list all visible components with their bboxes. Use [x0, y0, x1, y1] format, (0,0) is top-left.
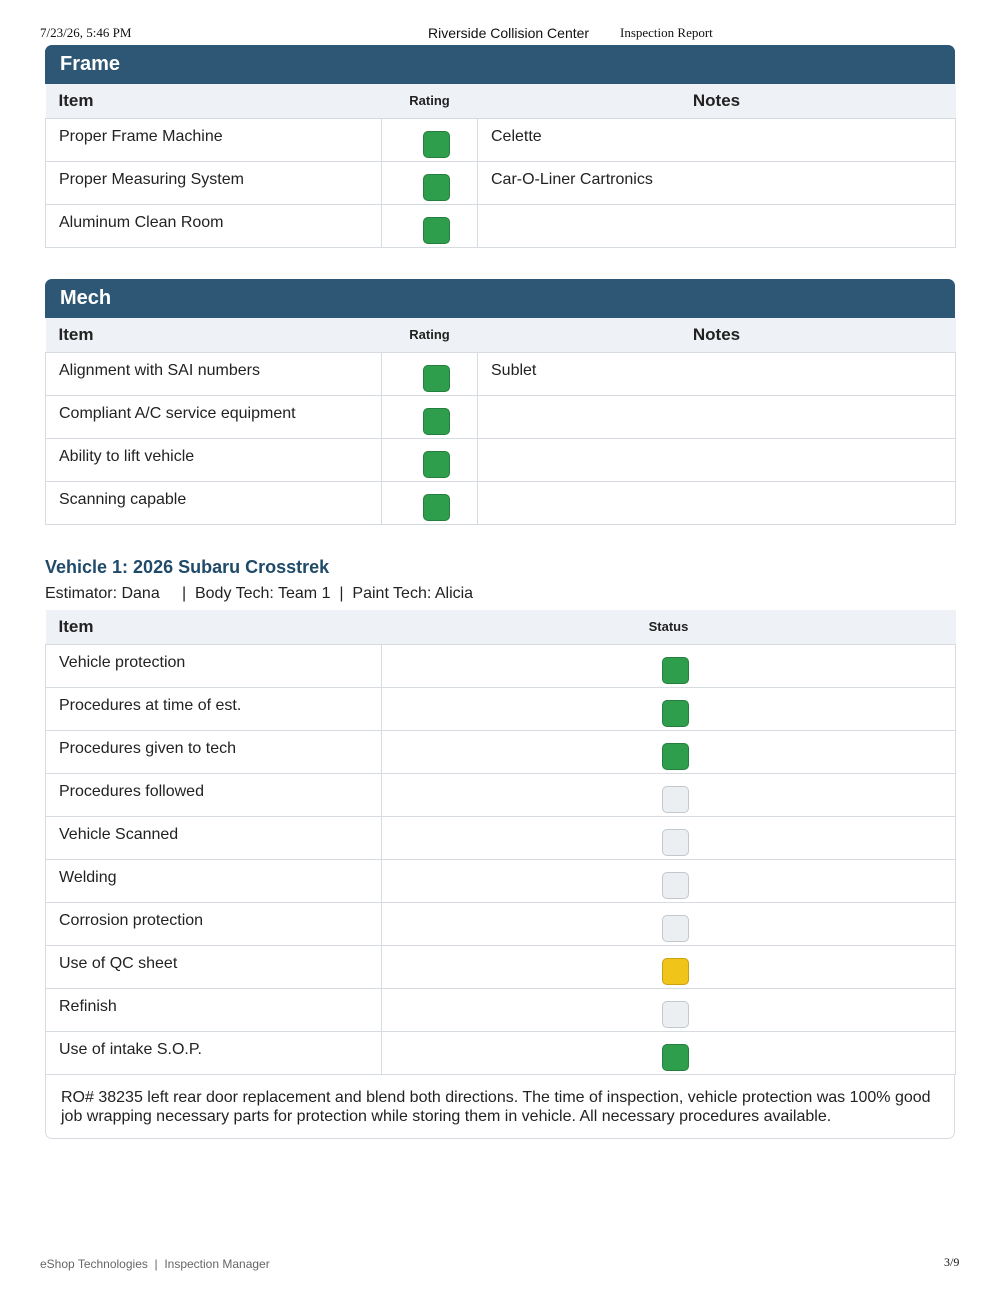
status-badge[interactable] — [662, 915, 689, 942]
frame-section-title: Frame — [45, 45, 955, 84]
col-header-notes: Notes — [478, 84, 956, 118]
row-item: Proper Measuring System — [46, 161, 382, 204]
rating-badge[interactable] — [423, 408, 450, 435]
mech-section-title: Mech — [45, 279, 955, 318]
print-shop-name: Riverside Collision Center — [428, 25, 590, 41]
row-item: Vehicle Scanned — [46, 816, 382, 859]
row-notes — [478, 395, 956, 438]
mech-table — [45, 318, 956, 525]
row-item: Compliant A/C service equipment — [46, 395, 382, 438]
print-doc-title: Inspection Report — [620, 25, 713, 40]
row-notes: Celette — [478, 118, 956, 161]
status-badge[interactable] — [662, 829, 689, 856]
table-row — [46, 859, 956, 902]
page-number: 3/9 — [944, 1255, 960, 1269]
row-notes — [478, 438, 956, 481]
rating-badge[interactable] — [423, 131, 450, 158]
table-row — [46, 204, 956, 247]
table-header-row — [46, 610, 956, 644]
print-datetime: 7/23/26, 5:46 PM — [40, 25, 132, 40]
status-badge[interactable] — [662, 1044, 689, 1071]
row-notes — [478, 481, 956, 524]
col-header-rating: Rating — [382, 84, 478, 118]
table-row — [46, 438, 956, 481]
row-item: Welding — [46, 859, 382, 902]
col-header-notes: Notes — [478, 318, 956, 352]
rating-badge[interactable] — [423, 451, 450, 478]
row-item: Corrosion protection — [46, 902, 382, 945]
table-row — [46, 352, 956, 395]
status-badge[interactable] — [662, 958, 689, 985]
inspection-note: RO# 38235 left rear door replacement and blend both directions. The time of inspection, vehicle protection was 100% good job wrapping necessary parts for protection while storing them in vehicle. All necessary procedures available. — [45, 1075, 955, 1139]
status-badge[interactable] — [662, 743, 689, 770]
vehicle-meta: Estimator: Dana | Body Tech: Team 1 | Paint Tech: Alicia — [45, 585, 474, 602]
row-item: Procedures given to tech — [46, 730, 382, 773]
row-item: Procedures at time of est. — [46, 687, 382, 730]
table-row — [46, 118, 956, 161]
table-row — [46, 988, 956, 1031]
status-badge[interactable] — [662, 872, 689, 899]
status-badge[interactable] — [662, 1001, 689, 1028]
rating-badge[interactable] — [423, 365, 450, 392]
rating-badge[interactable] — [423, 494, 450, 521]
row-item: Refinish — [46, 988, 382, 1031]
table-row — [46, 395, 956, 438]
status-badge[interactable] — [662, 700, 689, 727]
col-header-item: Item — [46, 318, 382, 352]
print-header — [0, 24, 1000, 42]
mech-section — [45, 279, 955, 525]
row-item: Procedures followed — [46, 773, 382, 816]
table-row — [46, 1031, 956, 1074]
table-header-row — [46, 318, 956, 352]
rating-badge[interactable] — [423, 174, 450, 201]
table-row — [46, 945, 956, 988]
footer-vendor: eShop Technologies | Inspection Manager — [40, 1257, 270, 1271]
col-header-item: Item — [46, 84, 382, 118]
row-notes — [478, 204, 956, 247]
status-badge[interactable] — [662, 657, 689, 684]
table-header-row — [46, 84, 956, 118]
row-notes: Car-O-Liner Cartronics — [478, 161, 956, 204]
vehicle-section — [45, 610, 955, 1139]
col-header-rating: Rating — [382, 318, 478, 352]
status-badge[interactable] — [662, 786, 689, 813]
row-item: Scanning capable — [46, 481, 382, 524]
table-row — [46, 730, 956, 773]
frame-table — [45, 84, 956, 248]
rating-badge[interactable] — [423, 217, 450, 244]
row-item: Use of QC sheet — [46, 945, 382, 988]
table-row — [46, 902, 956, 945]
table-row — [46, 687, 956, 730]
row-notes: Sublet — [478, 352, 956, 395]
row-item: Aluminum Clean Room — [46, 204, 382, 247]
table-row — [46, 773, 956, 816]
frame-section — [45, 45, 955, 248]
row-item: Proper Frame Machine — [46, 118, 382, 161]
vehicle-title: Vehicle 1: 2026 Subaru Crosstrek — [45, 557, 330, 577]
table-row — [46, 481, 956, 524]
table-row — [46, 161, 956, 204]
table-row — [46, 644, 956, 687]
table-row — [46, 816, 956, 859]
row-item: Use of intake S.O.P. — [46, 1031, 382, 1074]
row-item: Alignment with SAI numbers — [46, 352, 382, 395]
row-item: Vehicle protection — [46, 644, 382, 687]
col-header-item: Item — [46, 610, 382, 644]
col-header-status: Status — [382, 610, 956, 644]
vehicle-table — [45, 610, 956, 1075]
row-item: Ability to lift vehicle — [46, 438, 382, 481]
